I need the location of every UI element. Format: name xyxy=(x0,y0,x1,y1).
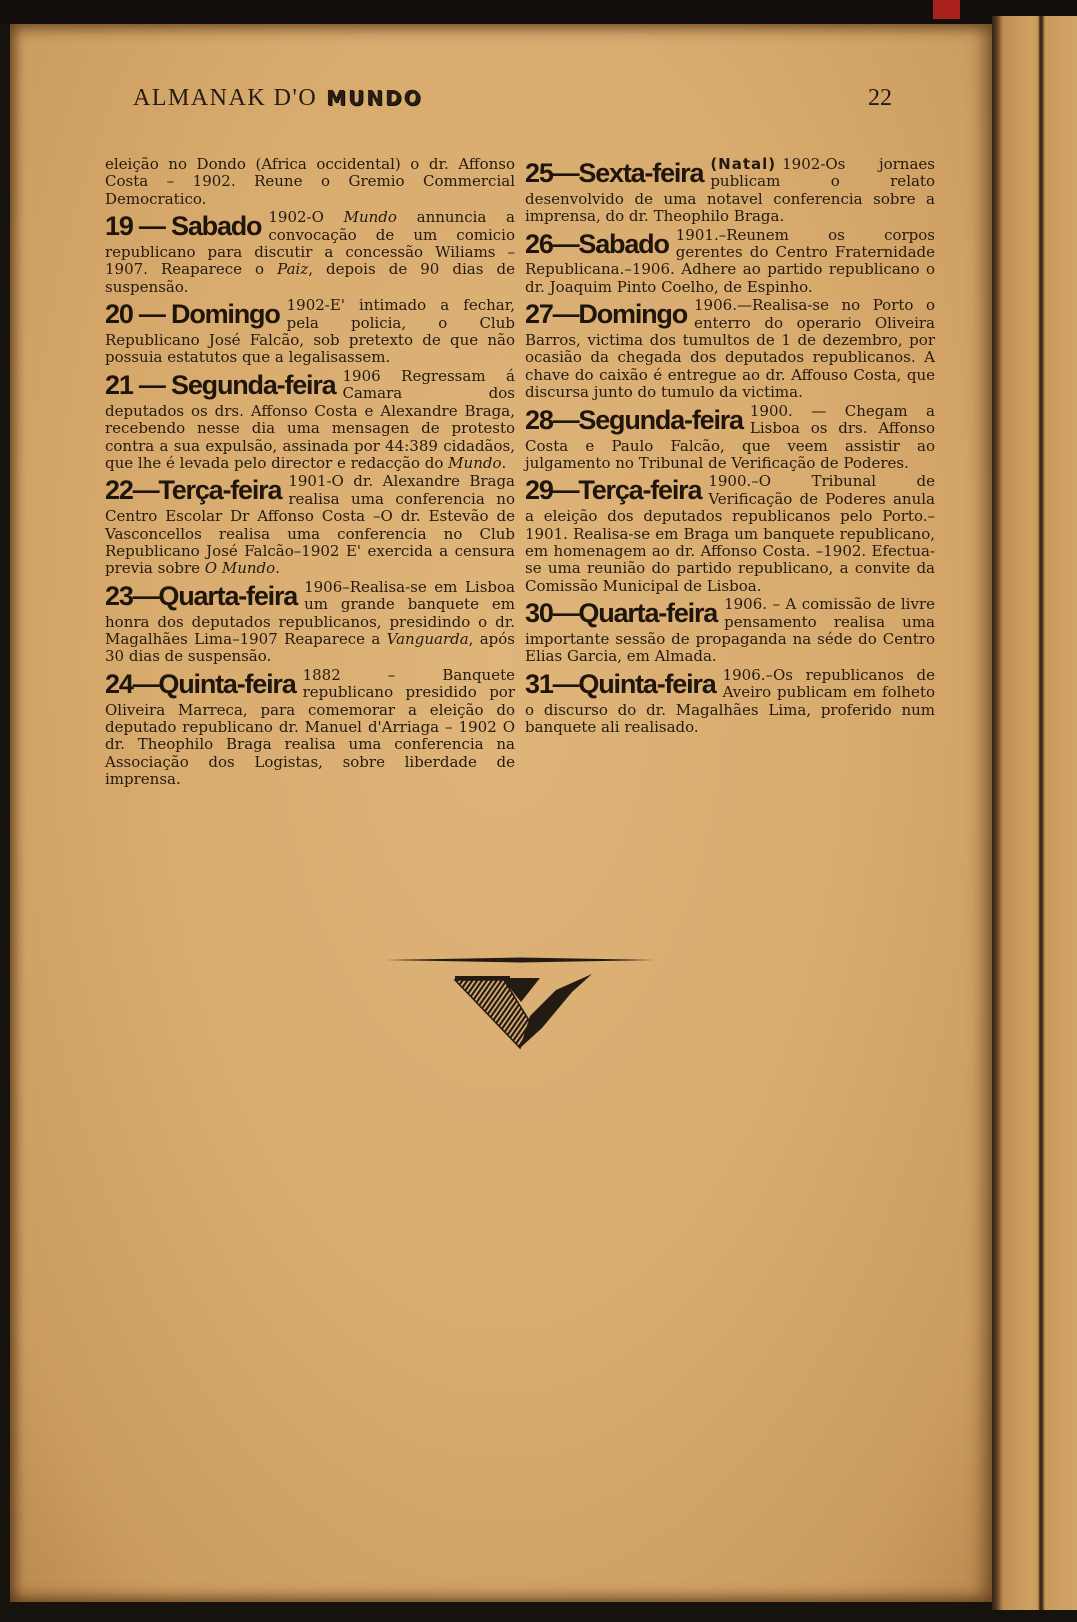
entry-text: 1882 – Banquete republicano presidido por Oliveira Marreca, para comemorar a eleição do deputado republicano dr. Manuel d'Arriaga – 1902 O dr. Theophilo Braga realisa uma conferencia na Associação dos Logistas, sobre liberdade de imprensa. xyxy=(105,665,515,789)
calendar-entry-25 xyxy=(525,156,935,226)
entry-text: 1900.–O Tribunal de Verificação de Poderes anula a eleição dos deputados republicanos pelo Porto.–1901. Realisa-se em Braga um banquete republicano, em homenagem ao dr. Affonso Costa. –1902. Efectua-se uma reunião do partido republicano, a convite da Comissão Municipal de Lisboa. xyxy=(525,472,935,595)
tailpiece-ornament xyxy=(380,950,660,1055)
italic-title: Mundo xyxy=(343,208,397,227)
left-column xyxy=(105,156,515,790)
calendar-entry-20 xyxy=(105,297,515,367)
entry-text: eleição no Dondo (Africa occidental) o dr. Affonso Costa – 1902. Reune o Gremio Commercial Democratico. xyxy=(105,155,515,208)
running-header xyxy=(133,83,423,113)
day-heading: 21 — Segunda-feira xyxy=(105,369,336,400)
entry-continuation xyxy=(105,156,515,208)
entry-text: annuncia a convocação de um comicio republicano para discutir a concessão Wiliams – 1907. Reaparece o xyxy=(105,208,515,279)
entry-text: 1902-O xyxy=(268,208,344,227)
entry-text: , após 30 dias de suspensão. xyxy=(105,629,516,666)
entry-text: . xyxy=(275,559,280,578)
calendar-entry-22 xyxy=(105,473,515,577)
day-heading: 25—Sexta-feira xyxy=(525,158,704,188)
italic-title: O Mundo xyxy=(204,559,276,578)
entry-text: 1906.—Realisa-se no Porto o enterro do operario Oliveira Barros, victima dos tumultos de 1 de dezembro, por ocasião da chegada dos deputados republicanos. A chave do caixão é entregue ao dr. Affouso Costa, que discursa junto do tumulo da victima. xyxy=(525,296,935,402)
scan-border xyxy=(0,0,1077,24)
calendar-entry-23 xyxy=(105,579,515,666)
italic-title: Vanguarda xyxy=(386,629,469,648)
day-heading: 19 — Sabado xyxy=(105,211,262,242)
page-number: 22 xyxy=(868,85,892,111)
day-heading: 23—Quarta-feira xyxy=(105,580,298,611)
day-heading: 30—Quarta-feira xyxy=(525,598,718,629)
day-heading: 20 — Domingo xyxy=(105,299,280,330)
calendar-entry-27 xyxy=(525,297,935,401)
calendar-entry-29 xyxy=(525,473,935,595)
newspaper-name: MUNDO xyxy=(326,86,423,110)
entry-text: 1902-E' intimado a fechar, pela policia, o Club Republicano José Falcão, sob pretexto de que não possuia estatutos que a legalisassem. xyxy=(105,296,515,367)
calendar-entry-26 xyxy=(525,227,935,297)
day-heading: 22—Terça-feira xyxy=(105,475,282,506)
holiday-note: (Natal) xyxy=(710,155,777,173)
calendar-entry-21 xyxy=(105,368,515,472)
ornament-rule xyxy=(385,958,655,963)
day-heading: 29—Terça-feira xyxy=(525,475,702,506)
italic-title: Paiz xyxy=(277,260,309,279)
entry-text: 1906. – A comissão de livre pensamento realisa uma importante sessão de propaganda na séde do Centro Elias Garcia, em Almada. xyxy=(525,595,935,666)
day-heading: 28—Segunda-feira xyxy=(525,404,743,435)
entry-text: 1901-O dr. Alexandre Braga realisa uma conferencia no Centro Escolar Dr Affonso Costa –O dr. Estevão de Vasconcellos realisa uma conferencia no Club Republicano José Falcão–1902 E' exercida a censura previa sobre xyxy=(105,472,515,578)
italic-title: Mundo xyxy=(448,453,502,472)
calendar-entry-31 xyxy=(525,667,935,737)
day-heading: 24—Quinta-feira xyxy=(105,668,296,699)
calendar-entry-19 xyxy=(105,209,515,296)
entry-text: , depois de 90 dias de suspensão. xyxy=(105,260,515,296)
day-heading: 26—Sabado xyxy=(525,228,669,259)
entry-text: 1902-Os jornaes publicam o relato desenvolvido de uma notavel conferencia sobre a imprensa, do dr. Theophilo Braga. xyxy=(525,155,935,226)
entry-text: . xyxy=(501,453,507,472)
adjacent-page-edge xyxy=(992,16,1077,1610)
entry-text: 1901.–Reunem os corpos gerentes do Centro Fraternidade Republicana.–1906. Adhere ao partido republicano o dr. Joaquim Pinto Coelho, de Espinho. xyxy=(525,225,935,296)
almanac-title: ALMANAK D'O xyxy=(133,85,318,111)
calendar-entry-24 xyxy=(105,667,515,789)
right-column xyxy=(525,156,935,737)
day-heading: 31—Quinta-feira xyxy=(525,668,716,699)
entry-text: 1900. — Chegam a Lisboa os drs. Affonso Costa e Paulo Falcão, que veem assistir ao julgamento no Tribunal de Verificação de Poderes. xyxy=(525,401,935,472)
entry-text: 1906.–Os republicanos de Aveiro publicam em folheto o discurso do dr. Magalhães Lima, proferido num banquete ali realisado. xyxy=(525,665,935,736)
day-heading: 27—Domingo xyxy=(525,299,688,330)
entry-text: 1906–Realisa-se em Lisboa um grande banquete em honra dos deputados republicanos, presidindo o dr. Magalhães Lima–1907 Reaparece a xyxy=(105,577,515,648)
red-bookmark-tab xyxy=(933,0,960,19)
calendar-entry-30 xyxy=(525,596,935,666)
calendar-entry-28 xyxy=(525,403,935,473)
entry-text: 1906 Regressam á Camara dos deputados os drs. Affonso Costa e Alexandre Braga, recebendo nesse dia uma mensagen de protesto contra a sua expulsão, assinada por 44:389 cidadãos, que lhe é levada pelo director e redacção do xyxy=(105,366,515,472)
